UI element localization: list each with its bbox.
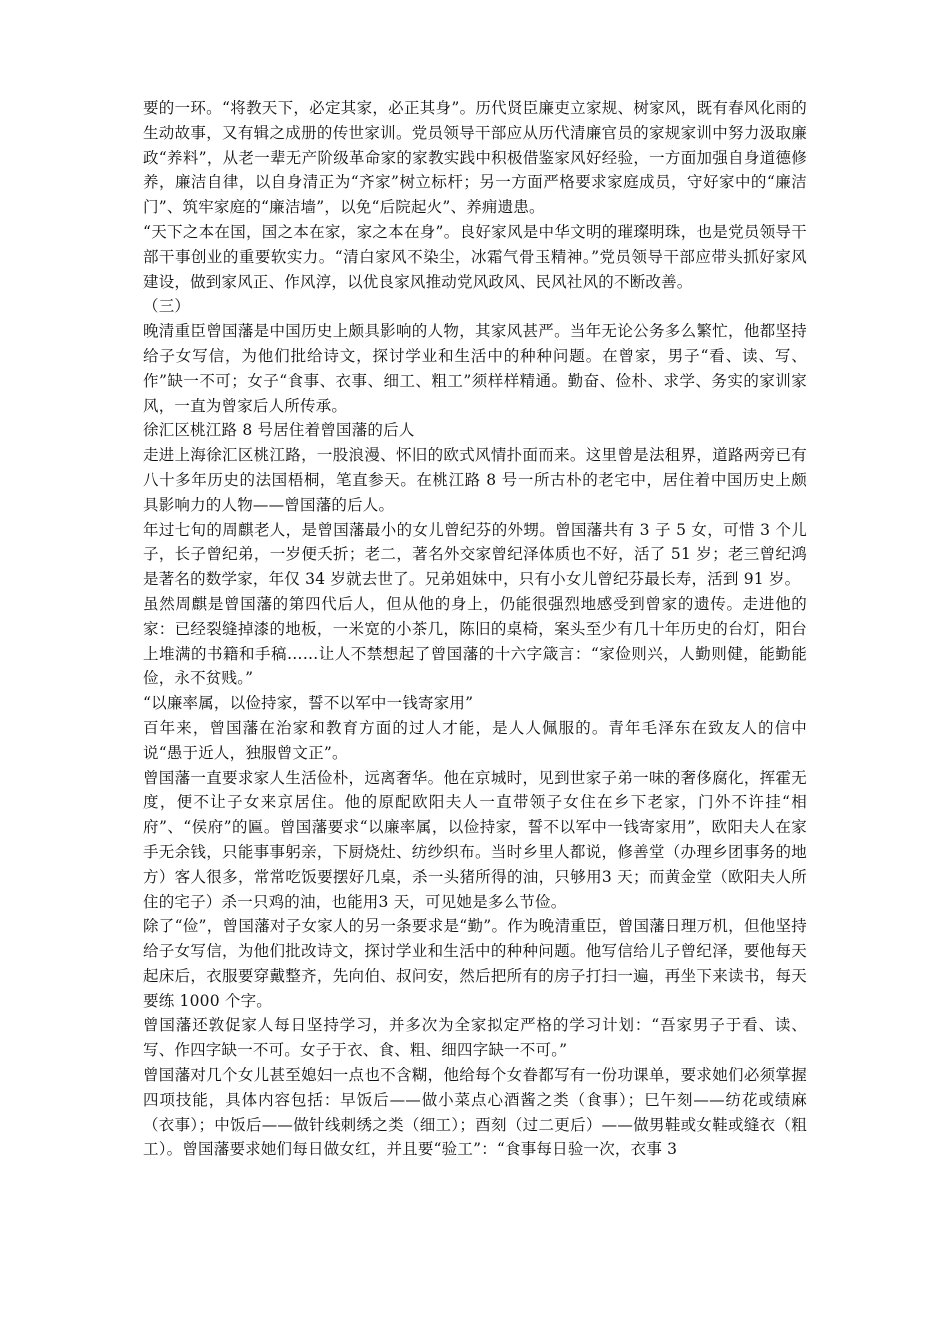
paragraph-study-plan: 曾国藩还敦促家人每日坚持学习，并多次为全家拟定严格的学习计划：“吾家男子于看、读、写、作四字缺一不可。女子于衣、食、粗、细四字缺一不可。” — [143, 1016, 807, 1060]
paragraph-diligence: 除了“俭”，曾国藩对子女家人的另一条要求是“勤”。作为晚清重臣，曾国藩日理万机，但他坚持给子女写信，为他们批改诗文，探讨学业和生活中的种种问题。他写信给儿子曾纪泽，要他每天起床后，衣服要穿戴整齐，先向伯、叔问安，然后把所有的房子打扫一遍，再坐下来读书，每天要练 1000 个字。 — [143, 917, 807, 1010]
paragraph-frugal-life: 曾国藩一直要求家人生活俭朴，远离奢华。他在京城时，见到世家子弟一味的奢侈腐化，挥霍无度，便不让子女来京居住。他的原配欧阳夫人一直带领子女住在乡下老家，门外不许挂“相府”、“侯府”的匾。曾国藩要求“以廉率属，以俭持家，誓不以军中一钱寄家用”，欧阳夫人在家手无余钱，只能事事躬亲，下厨烧灶、纺纱织布。当时乡里人都说，修善堂（办理乡团事务的地方）客人很多，常常吃饭要摆好几桌，杀一头猪所得的油，只够用3 天；而黄金堂（欧阳夫人所住的宅子）杀一只鸡的油，也能用3 天，可见她是多么节俭。 — [143, 768, 807, 911]
subheading-frugality-quote: “以廉率属，以俭持家，誓不以军中一钱寄家用” — [143, 694, 474, 713]
document-page — [143, 96, 807, 1162]
paragraph-taojiang-road: 走进上海徐汇区桃江路，一股浪漫、怀旧的欧式风情扑面而来。这里曾是法租界，道路两旁已有八十多年历史的法国梧桐，笔直参天。在桃江路 8 号一所古朴的老宅中，居住着中国历史上颇具影响力的人物——曾国藩的后人。 — [143, 446, 807, 514]
paragraph-zeng-guofan-intro: 晚清重臣曾国藩是中国历史上颇具影响的人物，其家风甚严。当年无论公务多么繁忙，他都坚持给子女写信，为他们批给诗文，探讨学业和生活中的种种问题。在曾家，男子“看、读、写、作”缺一不可；女子“食事、衣事、细工、粗工”须样样精通。勤奋、俭朴、求学、务实的家训家风，一直为曾家后人所传承。 — [143, 322, 807, 415]
paragraph-daughters-homework: 曾国藩对几个女儿甚至媳妇一点也不含糊，他给每个女眷都写有一份功课单，要求她们必须掌握四项技能，具体内容包括：早饭后——做小菜点心酒酱之类（食事）；巳午刻——纺花或绩麻（衣事）；中饭后——做针线刺绣之类（细工）；酉刻（过二更后）——做男鞋或女鞋或缝衣（粗工）。曾国藩要求她们每日做女红，并且要“验工”：“食事每日验一次，衣事 3 — [143, 1066, 807, 1159]
subheading-taojiang-road: 徐汇区桃江路 8 号居住着曾国藩的后人 — [143, 421, 415, 440]
paragraph-mao-quote: 百年来，曾国藩在治家和教育方面的过人才能，是人人佩服的。青年毛泽东在致友人的信中说“愚于近人，独服曾文正”。 — [143, 718, 807, 762]
paragraph-zhou-qi: 年过七旬的周麒老人，是曾国藩最小的女儿曾纪芬的外甥。曾国藩共有 3 子 5 女，可惜 3 个儿子，长子曾纪弟，一岁便夭折；老二，著名外交家曾纪泽体质也不好，活了 51 岁；老三曾纪鸿是著名的数学家，年仅 34 岁就去世了。兄弟姐妹中，只有小女儿曾纪芬最长寿，活到 91 岁。 — [143, 520, 807, 589]
paragraph-family-foundation: “天下之本在国，国之本在家，家之本在身”。良好家风是中华文明的璀璨明珠，也是党员领导干部干事创业的重要软实力。“清白家风不染尘，冰霜气骨玉精神。”党员领导干部应带头抓好家风建设，做到家风正、作风淳，以优良家风推动党风政风、民风社风的不断改善。 — [143, 222, 807, 291]
paragraph-fourth-generation: 虽然周麒是曾国藩的第四代后人，但从他的身上，仍能很强烈地感受到曾家的遗传。走进他的家：已经裂缝掉漆的地板，一米宽的小茶几，陈旧的桌椅，案头至少有几十年历史的台灯，阳台上堆满的书籍和手稿……让人不禁想起了曾国藩的十六字箴言：“家俭则兴，人勤则健，能勤能俭，永不贫贱。” — [143, 594, 807, 688]
section-number: （三） — [143, 297, 191, 316]
paragraph-family-style-intro: 要的一环。“将教天下，必定其家，必正其身”。历代贤臣廉吏立家规、树家风，既有春风化雨的生动故事，又有辑之成册的传世家训。党员领导干部应从历代清廉官员的家规家训中努力汲取廉政“养料”，从老一辈无产阶级革命家的家教实践中积极借鉴家风好经验，一方面加强自身道德修养，廉洁自律，以自身清正为“齐家”树立标杆；另一方面严格要求家庭成员，守好家中的“廉洁门”、筑牢家庭的“廉洁墙”，以免“后院起火”、养痈遗患。 — [143, 99, 807, 217]
